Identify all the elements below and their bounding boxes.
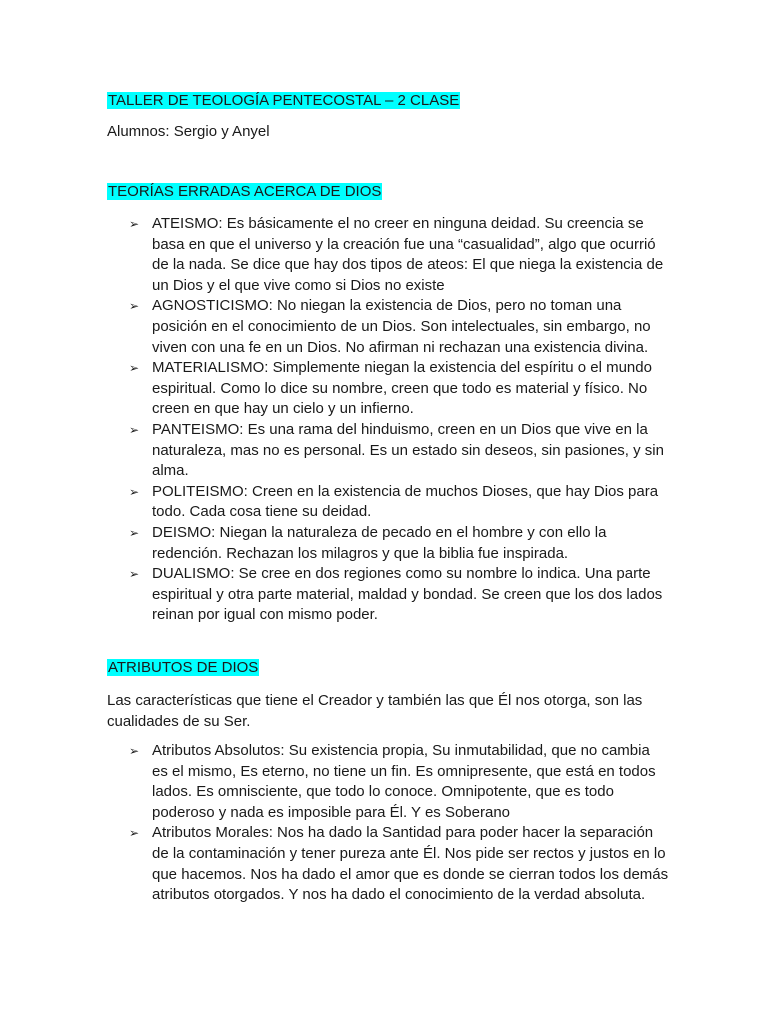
list-item <box>129 214 669 296</box>
section-heading-highlight: ATRIBUTOS DE DIOS <box>108 659 259 676</box>
arrowhead-bullet-icon: ➢ <box>129 422 140 437</box>
arrowhead-bullet-icon: ➢ <box>129 217 140 231</box>
list-item <box>129 296 669 358</box>
document-title <box>107 91 460 111</box>
list-item <box>129 482 669 523</box>
list-item-text: PANTEISMO: Es una rama del hinduismo, creen en un Dios que vive en la naturaleza, mas no es personal. Es un estado sin deseos, sin pasiones, y sin alma. <box>152 420 664 480</box>
list-item <box>129 823 669 905</box>
section-heading-attributes <box>107 658 259 678</box>
arrowhead-bullet-icon: ➢ <box>129 484 140 499</box>
title-highlight: TALLER DE TEOLOGÍA PENTECOSTAL – 2 CLASE <box>108 92 460 109</box>
list-item <box>129 420 669 482</box>
list-item <box>129 741 669 823</box>
list-item <box>129 523 669 564</box>
arrowhead-bullet-icon: ➢ <box>129 744 140 758</box>
list-item-text: Atributos Morales: Nos ha dado la Santidad para poder hacer la separación de la contaminación y tener pureza ante Él. Nos pide ser rectos y justos en lo que hacemos. Nos ha dado el amor que es donde se cierran todos los demás atributos otorgados. Y nos ha dado el conocimiento de la verdad absoluta. <box>152 824 669 904</box>
list-item-text: ATEISMO: Es básicamente el no creer en ninguna deidad. Su creencia se basa en que el universo y la creación fue una “casualidad”, algo que ocurrió de la nada. Se dice que hay dos tipos de ateos: El que niega la existencia de un Dios y el que vive como si Dios no existe <box>152 215 664 294</box>
list-item <box>129 564 669 626</box>
erroneous-theories-list <box>129 214 669 626</box>
arrowhead-bullet-icon: ➢ <box>129 567 140 582</box>
list-item-text: DUALISMO: Se cree en dos regiones como su nombre lo indica. Una parte espiritual y otra parte material, maldad y bondad. Se creen que los dos lados reinan por igual con mismo poder. <box>152 565 663 624</box>
section-heading-highlight: TEORÍAS ERRADAS ACERCA DE DIOS <box>108 183 382 200</box>
arrowhead-bullet-icon: ➢ <box>129 361 140 376</box>
arrowhead-bullet-icon: ➢ <box>129 299 140 314</box>
attributes-list <box>129 741 669 906</box>
list-item <box>129 358 669 420</box>
list-item-text: DEISMO: Niegan la naturaleza de pecado en el hombre y con ello la redención. Rechazan los milagros y que la biblia fue inspirada. <box>152 523 607 562</box>
section-heading-erroneous-theories <box>107 182 382 202</box>
arrowhead-bullet-icon: ➢ <box>129 826 140 841</box>
list-item-text: AGNOSTICISMO: No niegan la existencia de Dios, pero no toman una posición en el conocimiento de un Dios. Son intelectuales, sin embargo, no viven con una fe en un Dios. No afirman ni rechazan una existencia divina. <box>152 297 651 356</box>
attributes-intro: Las características que tiene el Creador y también las que Él nos otorga, son las cualidades de su Ser. <box>107 692 643 730</box>
list-item-text: Atributos Absolutos: Su existencia propia, Su inmutabilidad, que no cambia es el mismo, Es eterno, no tiene un fin. Es omnipresente, que está en todos lados. Es omnisciente, que todo lo conoce. Omnipotente, que es todo poderoso y nada es imposible para Él. Y es Soberano <box>152 742 656 821</box>
list-item-text: POLITEISMO: Creen en la existencia de muchos Dioses, que hay Dios para todo. Cada cosa tiene su deidad. <box>152 482 659 521</box>
arrowhead-bullet-icon: ➢ <box>129 525 140 540</box>
students-line: Alumnos: Sergio y Anyel <box>107 123 270 140</box>
list-item-text: MATERIALISMO: Simplemente niegan la existencia del espíritu o el mundo espiritual. Como lo dice su nombre, creen que todo es material y físico. No creen en que hay un cielo y un infierno. <box>152 359 652 418</box>
